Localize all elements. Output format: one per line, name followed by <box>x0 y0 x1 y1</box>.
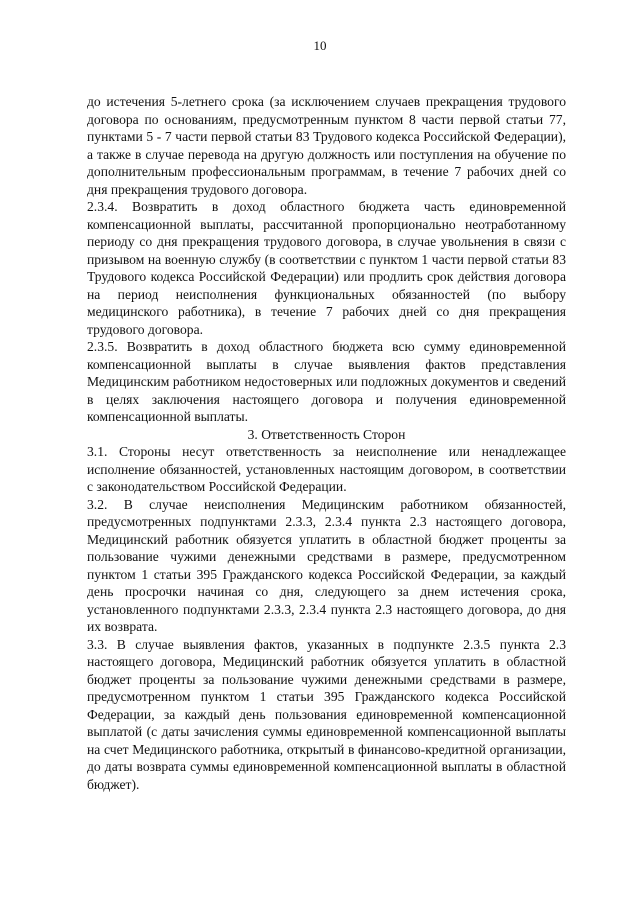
paragraph-3-1: 3.1. Стороны несут ответственность за неисполнение или ненадлежащее исполнение обязанностей, установленных настоящим договором, в соответствии с законодательством Российской Федерации. <box>87 444 566 494</box>
section-heading: 3. Ответственность Сторон <box>247 426 406 442</box>
document-body <box>87 93 566 793</box>
paragraph-2-3-4: 2.3.4. Возвратить в доход областного бюджета часть единовременной компенсационной выплаты, рассчитанной пропорционально неотработанному периоду со дня прекращения трудового договора, в случае увольнения в связи с призывом на военную службу (в соответствии с пунктом 1 части первой статьи 83 Трудового кодекса Российской Федерации) или продлить срок действия договора на период неисполнения функциональных обязанностей (по выбору медицинского работника), в течение 7 рабочих дней со дня прекращения трудового договора. <box>87 199 566 337</box>
page-number: 10 <box>313 38 327 53</box>
paragraph-3-2: 3.2. В случае неисполнения Медицинским работником обязанностей, предусмотренных подпунктами 2.3.3, 2.3.4 пункта 2.3 настоящего договора, Медицинский работник обязуется уплатить в областной бюджет проценты за пользование чужими денежными средствами в размере, предусмотренном пунктом 1 статьи 395 Гражданского кодекса Российской Федерации, за каждый день просрочки начиная со дня, следующего за днем истечения срока, установленного подпунктами 2.3.3, 2.3.4 пункта 2.3 настоящего договора, до дня их возврата. <box>87 496 566 634</box>
paragraph-continuation: до истечения 5-летнего срока (за исключением случаев прекращения трудового договора по основаниям, предусмотренным пунктом 8 части первой статьи 77, пунктами 5 - 7 части первой статьи 83 Трудового кодекса Российской Федерации), а также в случае перевода на другую должность или поступления на обучение по дополнительным профессиональным программам, в течение 7 рабочих дней со дня прекращения трудового договора. <box>87 94 566 197</box>
paragraph-3-3: 3.3. В случае выявления фактов, указанных в подпункте 2.3.5 пункта 2.3 настоящего договора, Медицинский работник обязуется уплатить в областной бюджет проценты за пользование чужими денежными средствами в размере, предусмотренном пунктом 1 статьи 395 Гражданского кодекса Российской Федерации, за каждый день пользования единовременной компенсационной выплатой (с даты зачисления суммы единовременной компенсационной выплаты на счет Медицинского работника, открытый в финансово-кредитной организации, до даты возврата суммы единовременной компенсационной выплаты в областной бюджет). <box>87 636 566 792</box>
paragraph-2-3-5: 2.3.5. Возвратить в доход областного бюджета всю сумму единовременной компенсационной выплаты в случае выявления фактов представления Медицинским работником недостоверных или подложных документов и сведений в целях заключения настоящего договора и получения единовременной компенсационной выплаты. <box>87 339 566 424</box>
